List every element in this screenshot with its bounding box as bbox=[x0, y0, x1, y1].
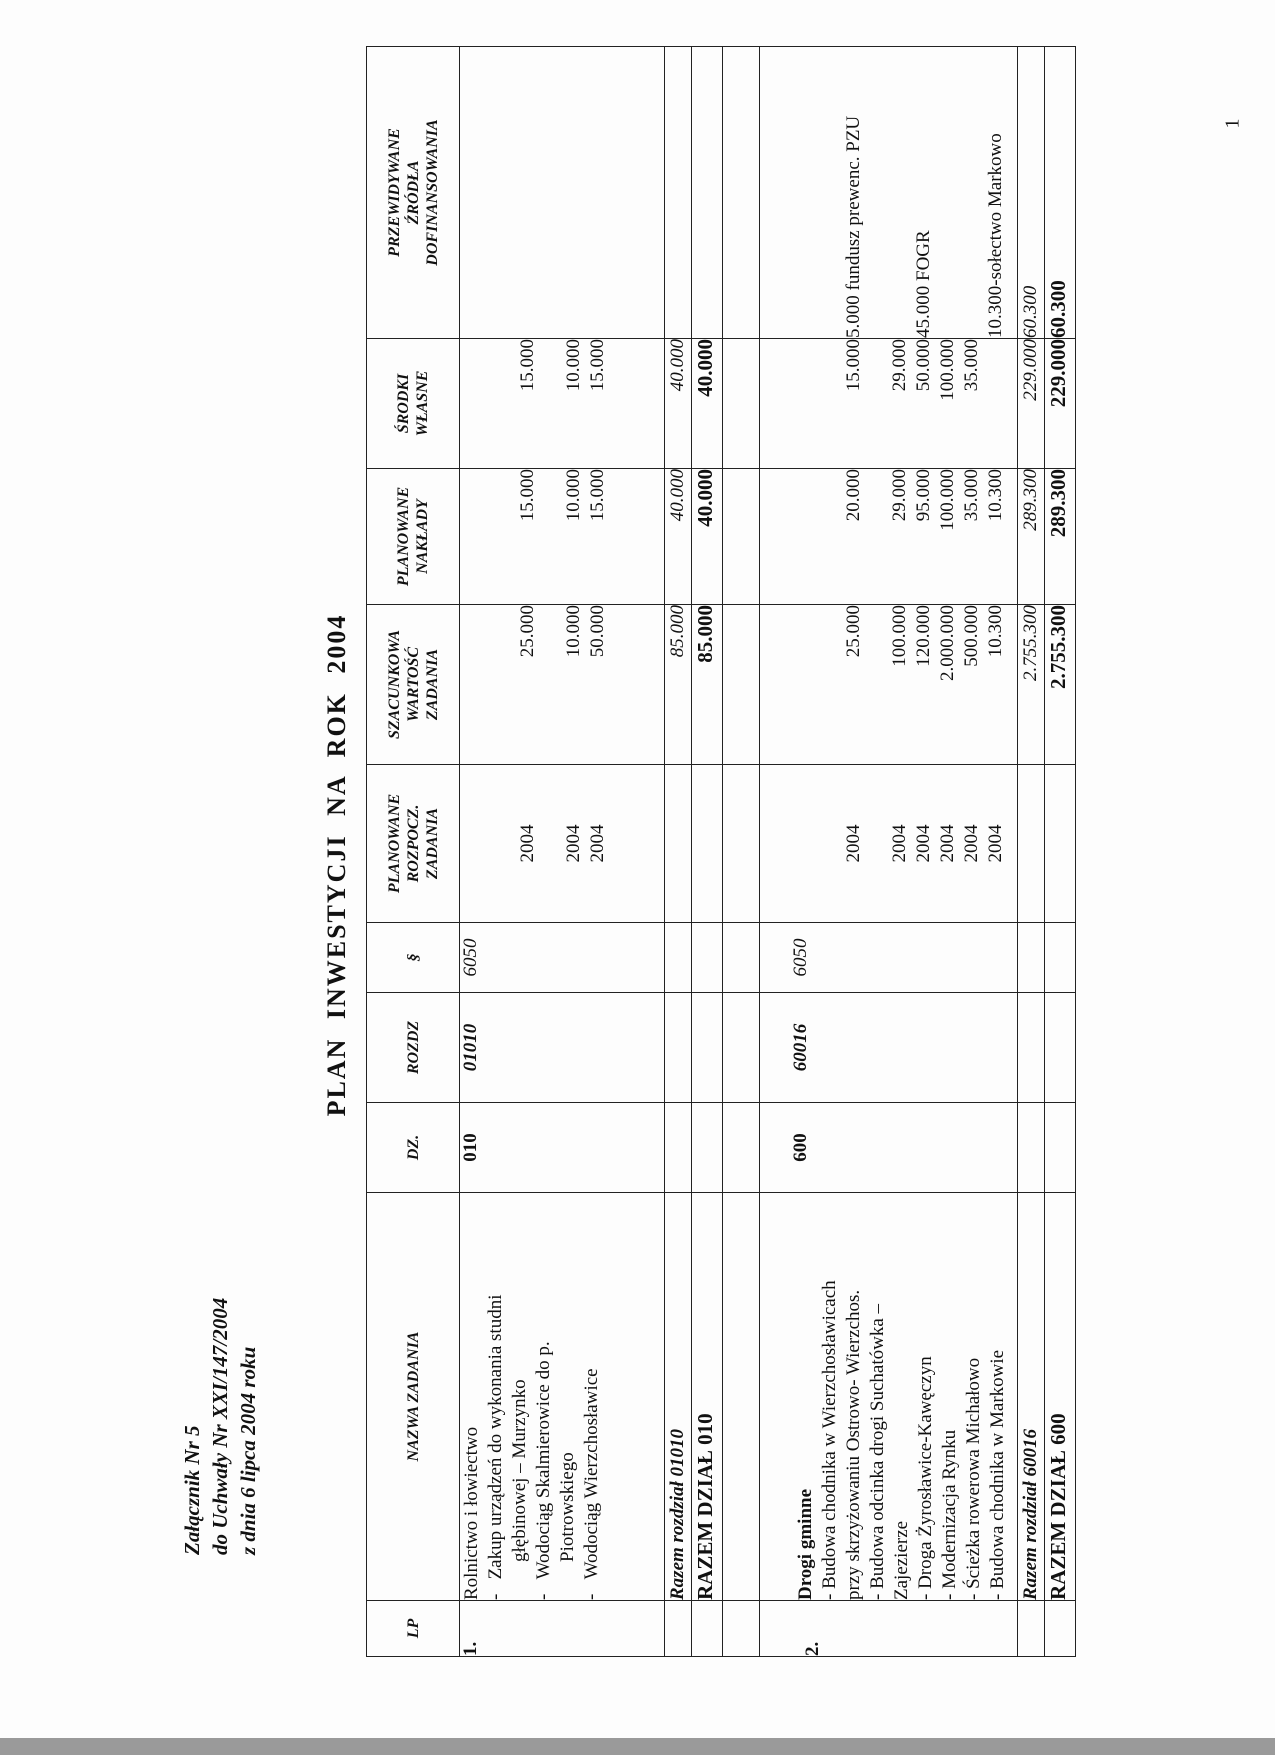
own-funds: 50.000 bbox=[913, 339, 934, 392]
subtotal-planned: 289.300 bbox=[1018, 469, 1045, 605]
co-financing-source bbox=[936, 47, 960, 338]
paragraph-cell: 6050 bbox=[460, 923, 665, 993]
task-line: Zajezierze bbox=[891, 1520, 912, 1600]
start-year: 2004 bbox=[843, 824, 864, 863]
empty-cell bbox=[692, 923, 723, 993]
header-text: WARTOŚĆ bbox=[404, 647, 422, 722]
total-own: 40.000 bbox=[692, 339, 723, 469]
empty-cell bbox=[723, 993, 760, 1103]
subtotal-own: 40.000 bbox=[665, 339, 692, 469]
value: 10.300 bbox=[985, 605, 1006, 658]
co-financing-cell bbox=[760, 47, 1018, 339]
start-cell bbox=[460, 765, 665, 923]
rozdz-cell: 01010 bbox=[460, 993, 665, 1103]
empty-cell bbox=[1018, 1601, 1045, 1657]
task-line: - Ścieżka rowerowa Michałowo bbox=[963, 1357, 984, 1600]
total-label: RAZEM DZIAŁ 010 bbox=[692, 1193, 723, 1601]
planned: 20.000 bbox=[843, 469, 864, 522]
empty-cell bbox=[723, 1601, 760, 1657]
empty-cell bbox=[665, 47, 692, 339]
co-financing-cell bbox=[460, 47, 665, 339]
header-paragraph: § bbox=[367, 923, 460, 993]
start-cell bbox=[760, 765, 1018, 923]
co-financing-source bbox=[888, 47, 912, 338]
start-year: 2004 bbox=[961, 824, 982, 863]
own-funds-cell bbox=[460, 339, 665, 469]
empty-cell bbox=[723, 1103, 760, 1193]
own-funds-cell bbox=[760, 339, 1018, 469]
dz-cell: 010 bbox=[460, 1103, 665, 1193]
dz-cell: 600 bbox=[760, 1103, 1018, 1193]
own-funds: 35.000 bbox=[961, 339, 982, 392]
header-dz: DZ. bbox=[367, 1103, 460, 1193]
planned: 15.000 bbox=[587, 469, 608, 522]
empty-cell bbox=[665, 923, 692, 993]
table-row bbox=[760, 47, 1018, 1657]
empty-cell bbox=[1045, 993, 1076, 1103]
header-text: ZADANIA bbox=[423, 807, 441, 880]
investment-plan-table bbox=[366, 46, 1076, 1657]
header-lp: LP bbox=[367, 1601, 460, 1657]
empty-cell bbox=[723, 765, 760, 923]
header-text: PLANOWANE bbox=[385, 793, 403, 894]
subtotal-value: 2.755.300 bbox=[1018, 605, 1045, 765]
header-planned-outlays bbox=[367, 469, 460, 605]
planned-cell bbox=[460, 469, 665, 605]
empty-cell bbox=[1045, 765, 1076, 923]
own-funds: 15.000 bbox=[587, 339, 608, 392]
annex-line: do Uchwały Nr XXI/147/2004 bbox=[208, 1297, 232, 1555]
header-text: ZADANIA bbox=[423, 648, 441, 721]
empty-cell bbox=[1045, 1103, 1076, 1193]
header-text: SZACUNKOWA bbox=[385, 629, 403, 740]
empty-cell bbox=[665, 1103, 692, 1193]
subtotal-label: Razem rozdział 60016 bbox=[1018, 1193, 1045, 1601]
annex-line: z dnia 6 lipca 2004 roku bbox=[236, 1346, 260, 1555]
paragraph-cell: 6050 bbox=[760, 923, 1018, 993]
value: 25.000 bbox=[843, 605, 864, 658]
task-line: - Budowa odcinka drogi Suchatówka – bbox=[867, 1303, 888, 1600]
empty-cell bbox=[692, 47, 723, 339]
own-funds: 100.000 bbox=[937, 339, 958, 401]
empty-cell bbox=[1018, 1103, 1045, 1193]
header-start bbox=[367, 765, 460, 923]
header-own-funds bbox=[367, 339, 460, 469]
start-year: 2004 bbox=[937, 824, 958, 863]
value: 50.000 bbox=[587, 605, 608, 658]
subtotal-source: 60.300 bbox=[1018, 47, 1045, 339]
task-name-cell bbox=[760, 1193, 1018, 1601]
task-line: - Budowa chodnika w Markowie bbox=[987, 1349, 1008, 1600]
task-line bbox=[484, 1193, 508, 1600]
task-line: głębinowej – Murzynko bbox=[509, 1379, 530, 1562]
task-name-cell bbox=[460, 1193, 665, 1601]
own-funds: 29.000 bbox=[889, 339, 910, 392]
subtotal-planned: 40.000 bbox=[665, 469, 692, 605]
value: 120.000 bbox=[913, 605, 934, 667]
header-co-financing bbox=[367, 47, 460, 339]
header-rozdz: ROZDZ bbox=[367, 993, 460, 1103]
planned: 15.000 bbox=[517, 469, 538, 522]
rozdz-cell: 60016 bbox=[760, 993, 1018, 1103]
lp-cell: 2. bbox=[760, 1601, 1018, 1657]
planned: 29.000 bbox=[889, 469, 910, 522]
header-text: ROZPOCZ. bbox=[404, 804, 422, 883]
header-text: WŁASNE bbox=[414, 370, 431, 437]
header-text: NAKŁADY bbox=[414, 499, 431, 574]
total-value: 85.000 bbox=[692, 605, 723, 765]
task-line: przy skrzyżowaniu Ostrowo- Wierzchos. bbox=[843, 1289, 864, 1600]
annex-line: Załącznik Nr 5 bbox=[180, 1425, 204, 1555]
header-row bbox=[367, 47, 460, 1657]
value: 500.000 bbox=[961, 605, 982, 667]
task-line bbox=[580, 1193, 604, 1600]
table-row bbox=[460, 47, 665, 1657]
annex-header bbox=[178, 1135, 262, 1555]
empty-cell bbox=[1018, 923, 1045, 993]
bullet: - bbox=[581, 1593, 602, 1600]
empty-cell bbox=[665, 765, 692, 923]
empty-cell bbox=[665, 1601, 692, 1657]
subtotal-own: 229.000 bbox=[1018, 339, 1045, 469]
planned-cell bbox=[760, 469, 1018, 605]
empty-cell bbox=[723, 469, 760, 605]
task-text: Wodociąg Wierzchosławice bbox=[581, 1368, 602, 1580]
planned: 35.000 bbox=[961, 469, 982, 522]
subtotal-row bbox=[665, 47, 692, 1657]
empty-cell bbox=[723, 605, 760, 765]
empty-cell bbox=[692, 993, 723, 1103]
start-year: 2004 bbox=[587, 824, 608, 863]
empty-cell bbox=[723, 1193, 760, 1601]
subtotal-value: 85.000 bbox=[665, 605, 692, 765]
spacer-row bbox=[723, 47, 760, 1657]
empty-cell bbox=[692, 1103, 723, 1193]
empty-cell bbox=[692, 765, 723, 923]
header-nazwa: NAZWA ZADANIA bbox=[367, 1193, 460, 1601]
task-text: Wodociąg Skalmierowice do p. bbox=[533, 1341, 554, 1580]
task-text: Zakup urządzeń do wykonania studni bbox=[485, 1294, 506, 1580]
subtotal-row bbox=[1018, 47, 1045, 1657]
empty-cell bbox=[1018, 765, 1045, 923]
total-planned: 40.000 bbox=[692, 469, 723, 605]
empty-cell bbox=[723, 339, 760, 469]
total-planned: 289.300 bbox=[1045, 469, 1076, 605]
value: 25.000 bbox=[517, 605, 538, 658]
task-line bbox=[532, 1193, 556, 1600]
empty-cell bbox=[723, 923, 760, 993]
planned: 95.000 bbox=[913, 469, 934, 522]
total-source: 60.300 bbox=[1045, 47, 1076, 339]
total-label: RAZEM DZIAŁ 600 bbox=[1045, 1193, 1076, 1601]
header-text: PRZEWIDYWANE bbox=[385, 128, 403, 257]
planned: 10.000 bbox=[563, 469, 584, 522]
total-own: 229.000 bbox=[1045, 339, 1076, 469]
total-value: 2.755.300 bbox=[1045, 605, 1076, 765]
document-title: PLAN INWESTYCJI NA ROK 2004 bbox=[322, 613, 351, 1117]
own-funds: 15.000 bbox=[843, 339, 864, 392]
own-funds bbox=[984, 339, 1008, 468]
header-estimated-value bbox=[367, 605, 460, 765]
task-line: - Droga Żyrosławice-Kawęczyn bbox=[915, 1356, 936, 1600]
task-line: - Budowa chodnika w Wierzchosławicach bbox=[819, 1280, 840, 1600]
start-year: 2004 bbox=[913, 824, 934, 863]
total-row bbox=[1045, 47, 1076, 1657]
lp-cell: 1. bbox=[460, 1601, 665, 1657]
empty-cell bbox=[665, 993, 692, 1103]
start-year: 2004 bbox=[889, 824, 910, 863]
empty-cell bbox=[1018, 993, 1045, 1103]
empty-cell bbox=[1045, 1601, 1076, 1657]
co-financing-source bbox=[960, 47, 984, 338]
bullet: - bbox=[533, 1593, 554, 1600]
header-text: PLANOWANE bbox=[395, 486, 412, 587]
planned: 10.300 bbox=[985, 469, 1006, 522]
empty-cell bbox=[723, 47, 760, 339]
value: 10.000 bbox=[563, 605, 584, 658]
co-financing-source: 10.300-sołectwo Markowo bbox=[985, 133, 1006, 338]
task-line: - Modernizacja Rynku bbox=[939, 1429, 960, 1600]
task-line: Piotrowskiego bbox=[557, 1452, 578, 1562]
task-line: Rolnictwo i łowiectwo bbox=[461, 1426, 482, 1600]
planned: 100.000 bbox=[937, 469, 958, 531]
total-row bbox=[692, 47, 723, 1657]
subtotal-label: Razem rozdział 01010 bbox=[665, 1193, 692, 1601]
value-cell bbox=[460, 605, 665, 765]
value: 2.000.000 bbox=[937, 605, 958, 681]
page-number: 1 bbox=[1221, 118, 1244, 129]
value: 100.000 bbox=[889, 605, 910, 667]
value-cell bbox=[760, 605, 1018, 765]
task-line: Drogi gminne bbox=[795, 1488, 816, 1600]
co-financing-source: 45.000 FOGR bbox=[913, 230, 934, 338]
bullet: - bbox=[485, 1593, 506, 1600]
co-financing-source: 5.000 fundusz prewenc. PZU bbox=[843, 115, 864, 338]
start-year: 2004 bbox=[985, 824, 1006, 863]
header-text: ŹRÓDŁA bbox=[404, 160, 422, 225]
start-year: 2004 bbox=[563, 824, 584, 863]
own-funds: 15.000 bbox=[517, 339, 538, 392]
own-funds: 10.000 bbox=[563, 339, 584, 392]
empty-cell bbox=[1045, 923, 1076, 993]
header-text: ŚRODKI bbox=[395, 373, 412, 434]
empty-cell bbox=[692, 1601, 723, 1657]
header-text: DOFINANSOWANIA bbox=[423, 119, 441, 266]
start-year: 2004 bbox=[517, 824, 538, 863]
